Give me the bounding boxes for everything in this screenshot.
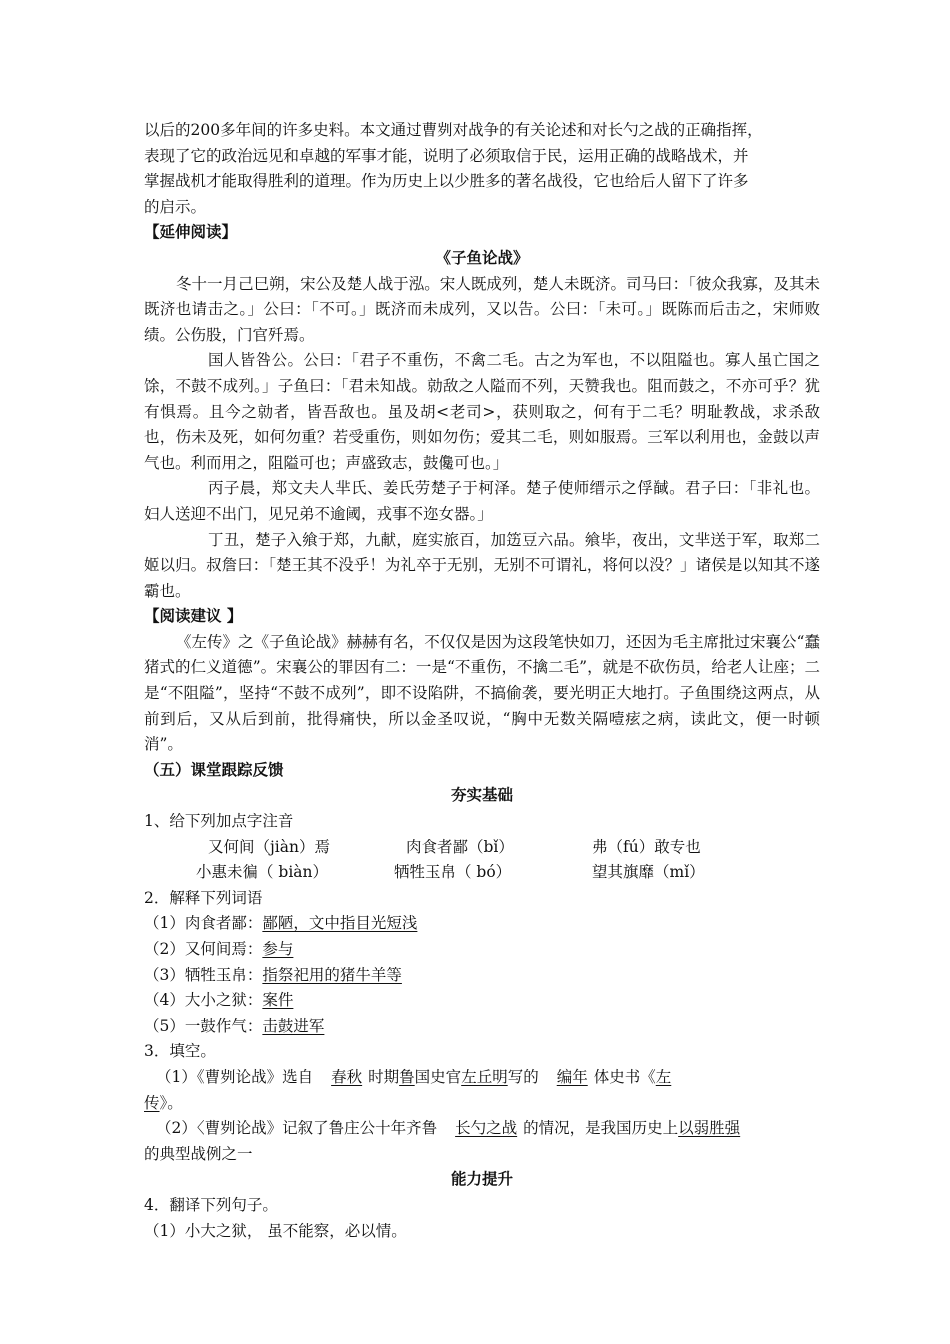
q2-item-label: （5）一鼓作气：	[144, 1016, 263, 1035]
extended-paragraph-4: 丁丑，楚子入飨于郑，九献，庭实旅百，加笾豆六品。飨毕，夜出，文芈送于军，取郑二姬以归。叔詹曰：「楚王其不没乎！为礼卒于无别，无别不可谓礼，将何以没？」诸侯是以知其不遂霸也。	[144, 530, 820, 600]
q2-item-answer: 参与	[262, 940, 294, 958]
q3-text: 的情况，是我国历史上	[523, 1119, 679, 1138]
q3-text: 国史官	[414, 1067, 462, 1086]
extended-paragraph-3: 丙子晨，郑文夫人芈氏、姜氏劳楚子于柯泽。楚子使师缙示之俘馘。君子曰：「非礼也。妇人送迎不出门，见兄弟不逾阈，戎事不迩女器。」	[144, 479, 820, 523]
q3-title: 3．填空。	[144, 1042, 216, 1061]
q3-sentence-2	[144, 1116, 820, 1142]
q2-item-label: （1）肉食者鄙：	[144, 914, 263, 933]
q2-item-label: （3）牺牲玉帛：	[144, 965, 263, 984]
q1-item: 小惠未徧（ biàn）	[196, 863, 329, 882]
q3-text: 体史书《	[593, 1067, 656, 1086]
document-page	[144, 118, 820, 1244]
q1-row-1	[144, 835, 820, 861]
q3-text: （1）《曹刿论战》选自	[156, 1067, 314, 1086]
q2-item-4	[144, 988, 820, 1014]
q3-answer: 鲁	[399, 1067, 415, 1086]
q3-answer: 春秋	[331, 1067, 363, 1086]
q1-item: 望其旗靡（mǐ）	[592, 863, 705, 882]
extended-reading-title: 《子鱼论战》	[435, 248, 529, 267]
q3-answer: 长勺之战	[455, 1119, 518, 1138]
q3-text: 时期	[368, 1067, 400, 1086]
q2-item-5	[144, 1014, 820, 1040]
q1-title: 1、给下列加点字注音	[144, 812, 294, 831]
q2-item-label: （2）又何间焉：	[144, 940, 263, 958]
q2-item-answer: 鄙陋，文中指目光短浅	[262, 914, 418, 933]
q2-title: 2．解释下列词语	[144, 888, 263, 907]
q3-sentence-1	[144, 1065, 820, 1091]
intro-line-4: 的启示。	[144, 197, 207, 216]
q1-item: 牺牲玉帛（ bó）	[394, 863, 512, 882]
ability-section-title: 能力提升	[450, 1170, 513, 1189]
q1-item: 弗（fú）敢专也	[592, 837, 701, 856]
q3-answer: 左丘明	[461, 1067, 508, 1086]
q2-item-3	[144, 963, 820, 989]
q4-title: 4．翻译下列句子。	[144, 1195, 278, 1214]
q3-text: 》。	[159, 1093, 183, 1112]
q1-item: 肉食者鄙（bǐ）	[406, 837, 514, 856]
q2-item-answer: 指祭祀用的猪牛羊等	[262, 965, 402, 984]
q3-answer: 编年	[556, 1067, 588, 1086]
q3-sentence-2-cont: 的典型战例之一	[144, 1144, 253, 1163]
extended-paragraph-2: 国人皆咎公。公曰：「君子不重伤，不禽二毛。古之为军也，不以阻隘也。寡人虽亡国之馀，不鼓不成列。」子鱼曰：「君未知战。勍敌之人隘而不列，天赞我也。阻而鼓之，不亦可乎？犹有惧焉。且今之勍者，皆吾敌也。虽及胡<老司>，获则取之，何有于二毛？明耻教战，求杀敌也，伤未及死，如何勿重？若受重伤，则如勿伤；爱其二毛，则如服焉。三军以利用也，金鼓以声气也。利而用之，阻隘可也；声盛致志，鼓儳可也。」	[144, 351, 820, 472]
q3-answer: 左	[655, 1067, 672, 1086]
feedback-section-label: （五）课堂跟踪反馈	[144, 760, 284, 779]
reading-advice-label: 【阅读建议 】	[144, 607, 243, 626]
q3-answer: 以弱胜强	[678, 1119, 741, 1138]
reading-advice-text: 《左传》之《子鱼论战》赫赫有名，不仅仅是因为这段笔快如刀，还因为毛主席批过宋襄公“蠢猪式的仁义道德”。宋襄公的罪因有二：一是“不重伤，不擒二毛”，就是不砍伤员，给老人让座；二是“不阻隘”，坚持“不鼓不成列”，即不设陷阱，不搞偷袭，要光明正大地打。子鱼围绕这两点，从前到后，又从后到前，批得痛快，所以金圣叹说，“胸中无数关隔噎痃之病，读此文，便一时顿消”。	[144, 632, 820, 754]
extended-reading-label: 【延伸阅读】	[144, 223, 238, 242]
q3-sentence-1-cont	[144, 1091, 820, 1117]
q3-answer: 传	[144, 1093, 160, 1112]
intro-line-2: 表现了它的政治远见和卓越的军事才能，说明了必须取信于民，运用正确的战略战术，并	[144, 146, 749, 165]
q1-row-2	[144, 860, 820, 886]
q1-item: 又何间（jiàn）焉	[208, 837, 330, 856]
q2-item-answer: 击鼓进军	[262, 1016, 325, 1035]
q4-item-1: （1）小大之狱， 虽不能察，必以情。	[144, 1221, 407, 1240]
q2-item-1	[144, 911, 820, 937]
intro-line-3: 掌握战机才能取得胜利的道理。作为历史上以少胜多的著名战役，它也给后人留下了许多	[144, 172, 749, 191]
q2-item-label: （4）大小之狱：	[144, 991, 263, 1010]
basic-section-title: 夯实基础	[450, 786, 513, 805]
q2-item-2	[144, 937, 820, 963]
intro-line-1: 以后的200多年间的许多史料。本文通过曹刿对战争的有关论述和对长勺之战的正确指挥，	[144, 121, 763, 139]
q3-text: 写的	[507, 1067, 539, 1086]
extended-paragraph-1: 冬十一月己巳朔，宋公及楚人战于泓。宋人既成列，楚人未既济。司马曰：「彼众我寡，及其未既济也请击之。」公曰：「不可。」既济而未成列，又以告。公曰：「未可。」既陈而后击之，宋师败绩。公伤股，门官歼焉。	[144, 274, 820, 344]
q3-text: （2）〈曹刿论战》记叙了鲁庄公十年齐鲁	[156, 1119, 438, 1138]
q2-item-answer: 案件	[262, 991, 294, 1010]
